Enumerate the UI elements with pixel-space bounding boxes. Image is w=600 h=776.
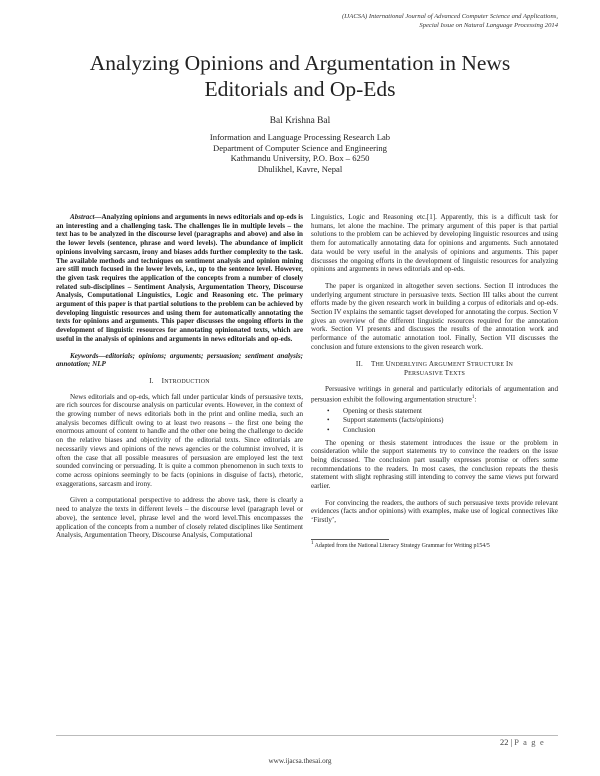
section-2-title-part: U — [385, 359, 391, 368]
section-2-title-part: ERSUASIVE — [408, 371, 445, 378]
paper-title-line1: Analyzing Opinions and Argumentation in News — [89, 51, 511, 75]
abstract — [56, 213, 303, 344]
section-2-title-part: P — [403, 369, 409, 378]
argument-structure-list — [311, 407, 558, 436]
section-2-title-part: N — [508, 361, 514, 368]
journal-header-line2: Special Issue on Natural Language Processing 2014 — [419, 21, 558, 29]
section-2-title-part: EXTS — [449, 371, 466, 378]
section-2-title-part: NDERLYING — [390, 361, 429, 368]
list-item: • Opening or thesis statement — [343, 407, 558, 417]
author-name: Bal Krishna Bal — [269, 116, 331, 126]
section-2-title-part: RGUMENT — [434, 361, 467, 368]
footnote-number: 1 — [311, 540, 314, 546]
list-item: • Conclusion — [343, 426, 558, 436]
section-1-title-initial: I — [161, 376, 165, 385]
section-2-heading — [311, 360, 558, 379]
section-2-paragraph-1-end: : — [474, 395, 477, 404]
author-affiliation-4: Dhulikhel, Kavre, Nepal — [257, 164, 343, 175]
section-1-number: I. — [149, 376, 154, 385]
section-2-title-part: TRUCTURE — [470, 361, 506, 368]
author-block — [100, 116, 500, 175]
author-affiliation-3: Kathmandu University, P.O. Box – 6250 — [230, 153, 370, 164]
section-2-paragraph-2: The opening or thesis statement introduces the issue or the problem in consideration while the support statements try to convince the readers on the issue being discussed. The conclusion part usually expresses promise or offers some recommendations to the readers. In most cases, the conclusion repeats the thesis statement with slight rephrasing still intending to convey the same views put forward earlier. — [311, 438, 558, 491]
section-2-paragraph-1-text: Persuasive writings in general and particularly editorials of argumentation and persuasion exhibit the following argumentation structure — [311, 384, 558, 404]
footer-divider — [56, 735, 558, 736]
paper-title-line2: Editorials and Op-Eds — [204, 77, 396, 101]
right-column — [311, 213, 558, 550]
left-column — [56, 213, 303, 540]
list-item: • Support statements (facts/opinions) — [343, 416, 558, 426]
keywords: Keywords—editorials; opinions; arguments; persuasion; sentiment analysis; annotation; NLP — [56, 351, 303, 369]
journal-url[interactable]: www.ijacsa.thesai.org — [268, 757, 332, 765]
author-affiliation-1: Information and Language Processing Research Lab — [209, 131, 391, 142]
author-affiliation-2: Department of Computer Science and Engineering — [213, 142, 387, 153]
footnote-reference[interactable]: 1 — [471, 394, 475, 400]
page-label: P a g e — [514, 738, 545, 747]
section-1-title-rest: NTRODUCTION — [164, 378, 210, 385]
paper-title — [40, 50, 560, 102]
journal-header-line1: (IJACSA) International Journal of Advanced Computer Science and Applications, — [341, 13, 558, 20]
paper-organization-paragraph: The paper is organized in altogether seven sections. Section II introduces the underlying argument structure in persuasive texts. Section III talks about the current efforts made by the given research work in building a corpus of editorials and op-eds. Section IV explains the semantic tagset developed for annotating the corpus. Section V gives an overview of the different linguistic resources required for the annotation work. Section VI presents and discusses the results of the annotation work and performance of the automatic annotation tool. Finally, Section VII discusses the conclusion and future extensions to the given research work. — [311, 281, 558, 351]
footnote — [311, 540, 558, 550]
section-2-title-part: I — [505, 359, 509, 368]
page-number-box — [500, 738, 545, 747]
section-2-paragraph-3: For convincing the readers, the authors of such persuasive texts provide relevant evidences (facts and\or opinions) with examples, make use of logical connectives like ‘Firstly’, — [311, 498, 558, 525]
footnote-text: Adapted from the National Literacy Strategy Grammar for Writing p154/5 — [314, 542, 490, 549]
intro-continuation: Linguistics, Logic and Reasoning etc.[1]. Apparently, this is a difficult task for humans, let alone the machine. The primary argument of this paper is that partial solutions to the problem can be achieved by developing linguistic resources and using them for automatically annotating data for opinions and arguments. Such annotated data would be very useful in the analysis of opinions and arguments. This paper discusses the ongoing efforts in the development of linguistic resources for analyzing opinions and arguments in news editorials and op-eds. — [311, 213, 558, 274]
section-1-paragraph-2: Given a computational perspective to address the above task, there is clearly a need to analyze the texts in different levels – the discourse level (paragraph level or above), the sentence level, phrase level and the word level.This encompasses the application of the concepts from a number of closely related disciplines like Sentiment Analysis, Argumentation Theory, Discourse Analysis, Computational — [56, 496, 303, 540]
abstract-text: Analyzing opinions and arguments in news editorials and op-eds is an interesting and a challenging task. The challenges lie in multiple levels – the text has to be analyzed in the discourse level (paragraphs and above) and also in the lower levels (sentence, phrase and word levels). The abundance of implicit opinions involving sarcasm, irony and biases adds further complexity to the task. The available methods and techniques on sentiment analysis and opinion mining are still much focused in the lower levels, i.e., up to the sentence level. However, the given task requires the application of the concepts from a number of closely related sub-disciplines – Sentiment Analysis, Argumentation Theory, Discourse Analysis, Computational Linguistics, Logic and Reasoning etc. The primary argument of this paper is that partial solutions to the problem can be achieved by developing linguistic resources and using them for automatically annotating the texts for opinions and arguments. This paper discusses the ongoing efforts in the development of linguistic resources for annotating opinionated texts, which are useful in the analysis of opinions and arguments in news editorials and op-eds. — [56, 213, 303, 343]
section-2-title-part: S — [466, 359, 471, 368]
section-2-title-part: A — [428, 359, 435, 368]
section-2-title-part: T — [370, 359, 376, 368]
section-1-paragraph-1: News editorials and op-eds, which fall under particular kinds of persuasive texts, are rich sources for discourse analysis on particular events. However, in the context of the growing number of news editorials both in the print and online media, such an analysis becomes difficult owing to at least two reasons – the first one being the enormous amount of content to handle and the other one being the challenge to decide on the relative biases and objectivity of the editorial texts. Since editorials are necessarily views and opinions of the news agencies or the columnist involved, it is often the case that all possible measures of persuasion are employed lest the text sounded convincing or persuading. It is quite a common phenomenon in such texts to come across opinions seemingly to be facts (opinions in disguise of facts), rhetoric, exaggerations, sarcasm and irony. — [56, 392, 303, 488]
abstract-label: Abstract— — [70, 213, 102, 221]
journal-header — [138, 13, 558, 30]
section-2-paragraph-1 — [311, 385, 558, 404]
page-separator: | — [510, 738, 513, 747]
section-1-heading — [56, 377, 303, 387]
section-2-title-part: T — [444, 369, 450, 378]
page-number: 22 — [500, 738, 509, 747]
section-2-title-part: HE — [375, 361, 386, 368]
section-2-number: II. — [355, 359, 364, 368]
